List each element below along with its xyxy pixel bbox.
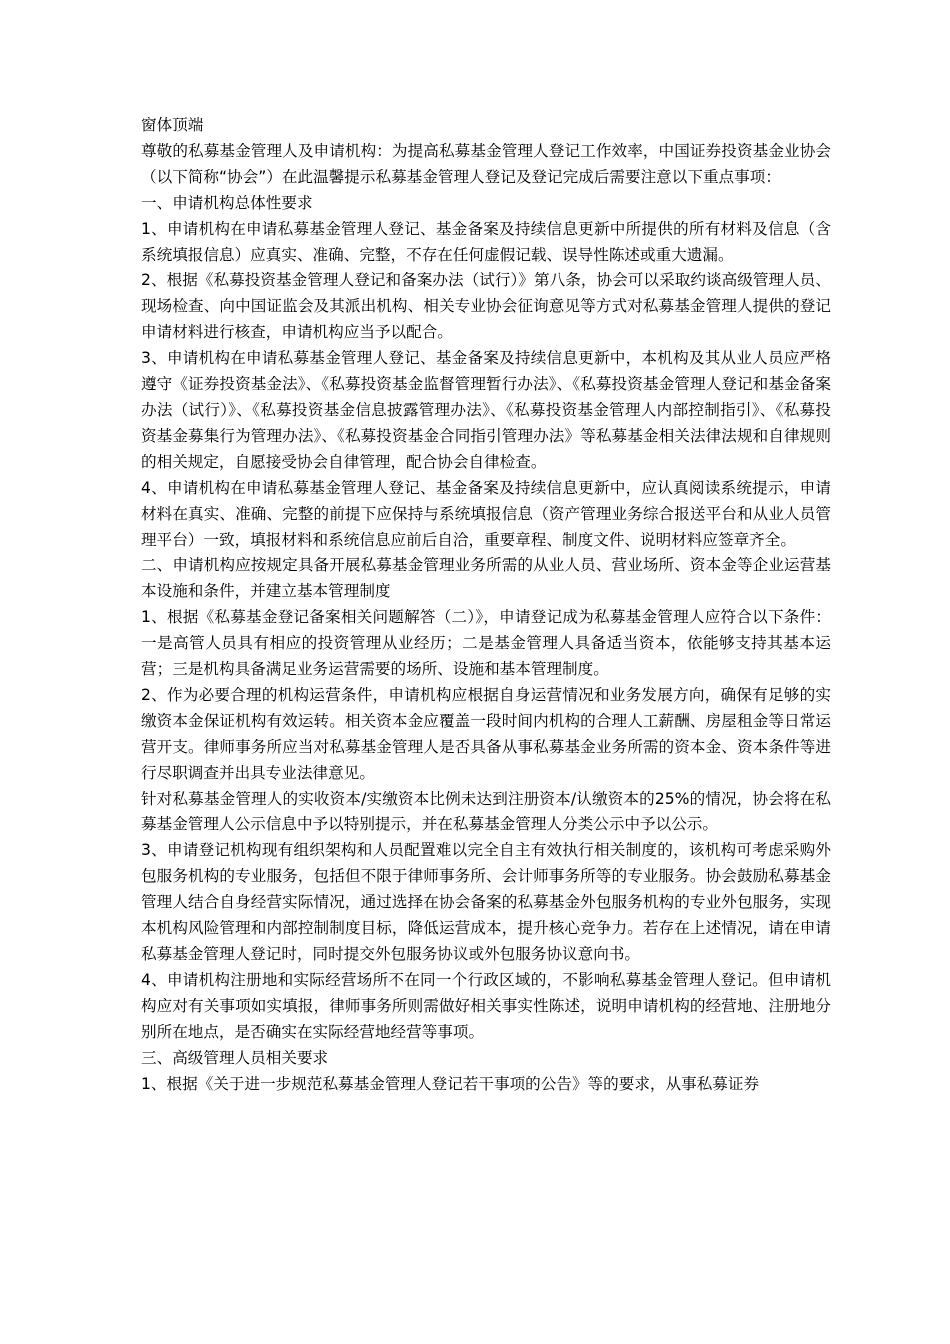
paragraph: 3、申请机构在申请私募基金管理人登记、基金备案及持续信息更新中，本机构及其从业人员应严格遵守《证券投资基金法》、《私募投资基金监督管理暂行办法》、《私募投资基金管理人登记和基金备案办法（试行）》、《私募投资基金信息披露管理办法》、《私募投资基金管理人内部控制指引》、《私募投资基金募集行为管理办法》、《私募投资基金合同指引管理办法》等私募基金相关法律法规和自律规则的相关规定，自愿接受协会自律管理，配合协会自律检查。	[141, 349, 831, 471]
paragraph: 2、作为必要合理的机构运营条件，申请机构应根据自身运营情况和业务发展方向，确保有足够的实缴资本金保证机构有效运转。相关资本金应覆盖一段时间内机构的合理人工薪酬、房屋租金等日常运营开支。律师事务所应当对私募基金管理人是否具备从事私募基金业务所需的资本金、资本条件等进行尽职调查并出具专业法律意见。	[141, 685, 831, 782]
section-heading-2: 二、申请机构应按规定具备开展私募基金管理业务所需的从业人员、营业场所、资本金等企业运营基本设施和条件，并建立基本管理制度	[141, 556, 831, 601]
paragraph: 3、申请登记机构现有组织架构和人员配置难以完全自主有效执行相关制度的，该机构可考虑采购外包服务机构的专业服务，包括但不限于律师事务所、会计师事务所等的专业服务。协会鼓励私募基金管理人结合自身经营实际情况，通过选择在协会备案的私募基金外包服务机构的专业外包服务，实现本机构风险管理和内部控制制度目标，降低运营成本，提升核心竞争力。若存在上述情况，请在申请私募基金管理人登记时，同时提交外包服务协议或外包服务协议意向书。	[141, 841, 831, 963]
paragraph: 针对私募基金管理人的实收资本/实缴资本比例未达到注册资本/认缴资本的25%的情况，协会将在私募基金管理人公示信息中予以特别提示，并在私募基金管理人分类公示中予以公示。	[141, 789, 831, 834]
paragraph: 2、根据《私募投资基金管理人登记和备案办法（试行）》第八条，协会可以采取约谈高级管理人员、现场检查、向中国证监会及其派出机构、相关专业协会征询意见等方式对私募基金管理人提供的登记申请材料进行核查，申请机构应当予以配合。	[141, 271, 831, 342]
paragraph: 1、根据《私募基金登记备案相关问题解答（二）》，申请登记成为私募基金管理人应符合以下条件：一是高管人员具有相应的投资管理从业经历；二是基金管理人具备适当资本，依能够支持其基本运营；三是机构具备满足业务运营需要的场所、设施和基本管理制度。	[141, 608, 831, 679]
paragraph: 4、申请机构在申请私募基金管理人登记、基金备案及持续信息更新中，应认真阅读系统提示，申请材料在真实、准确、完整的前提下应保持与系统填报信息（资产管理业务综合报送平台和从业人员管理平台）一致，填报材料和系统信息应前后自洽，重要章程、制度文件、说明材料应签章齐全。	[141, 478, 831, 549]
paragraph: 1、根据《关于进一步规范私募基金管理人登记若干事项的公告》等的要求，从事私募证券	[141, 1074, 760, 1093]
paragraph: 1、申请机构在申请私募基金管理人登记、基金备案及持续信息更新中所提供的所有材料及信息（含系统填报信息）应真实、准确、完整，不存在任何虚假记载、误导性陈述或重大遗漏。	[141, 219, 831, 264]
section-heading-1: 一、申请机构总体性要求	[141, 193, 313, 212]
document-header: 窗体顶端	[141, 116, 204, 134]
paragraph: 4、申请机构注册地和实际经营场所不在同一个行政区域的，不影响私募基金管理人登记。但申请机构应对有关事项如实填报，律师事务所则需做好相关事实性陈述，说明申请机构的经营地、注册地分别所在地点，是否确实在实际经营地经营等事项。	[141, 970, 831, 1041]
section-heading-3: 三、高级管理人员相关要求	[141, 1048, 329, 1067]
salutation-paragraph: 尊敬的私募基金管理人及申请机构：为提高私募基金管理人登记工作效率，中国证券投资基金业协会（以下简称“协会”）在此温馨提示私募基金管理人登记及登记完成后需要注意以下重点事项：	[141, 141, 831, 186]
document-body	[141, 113, 831, 1097]
